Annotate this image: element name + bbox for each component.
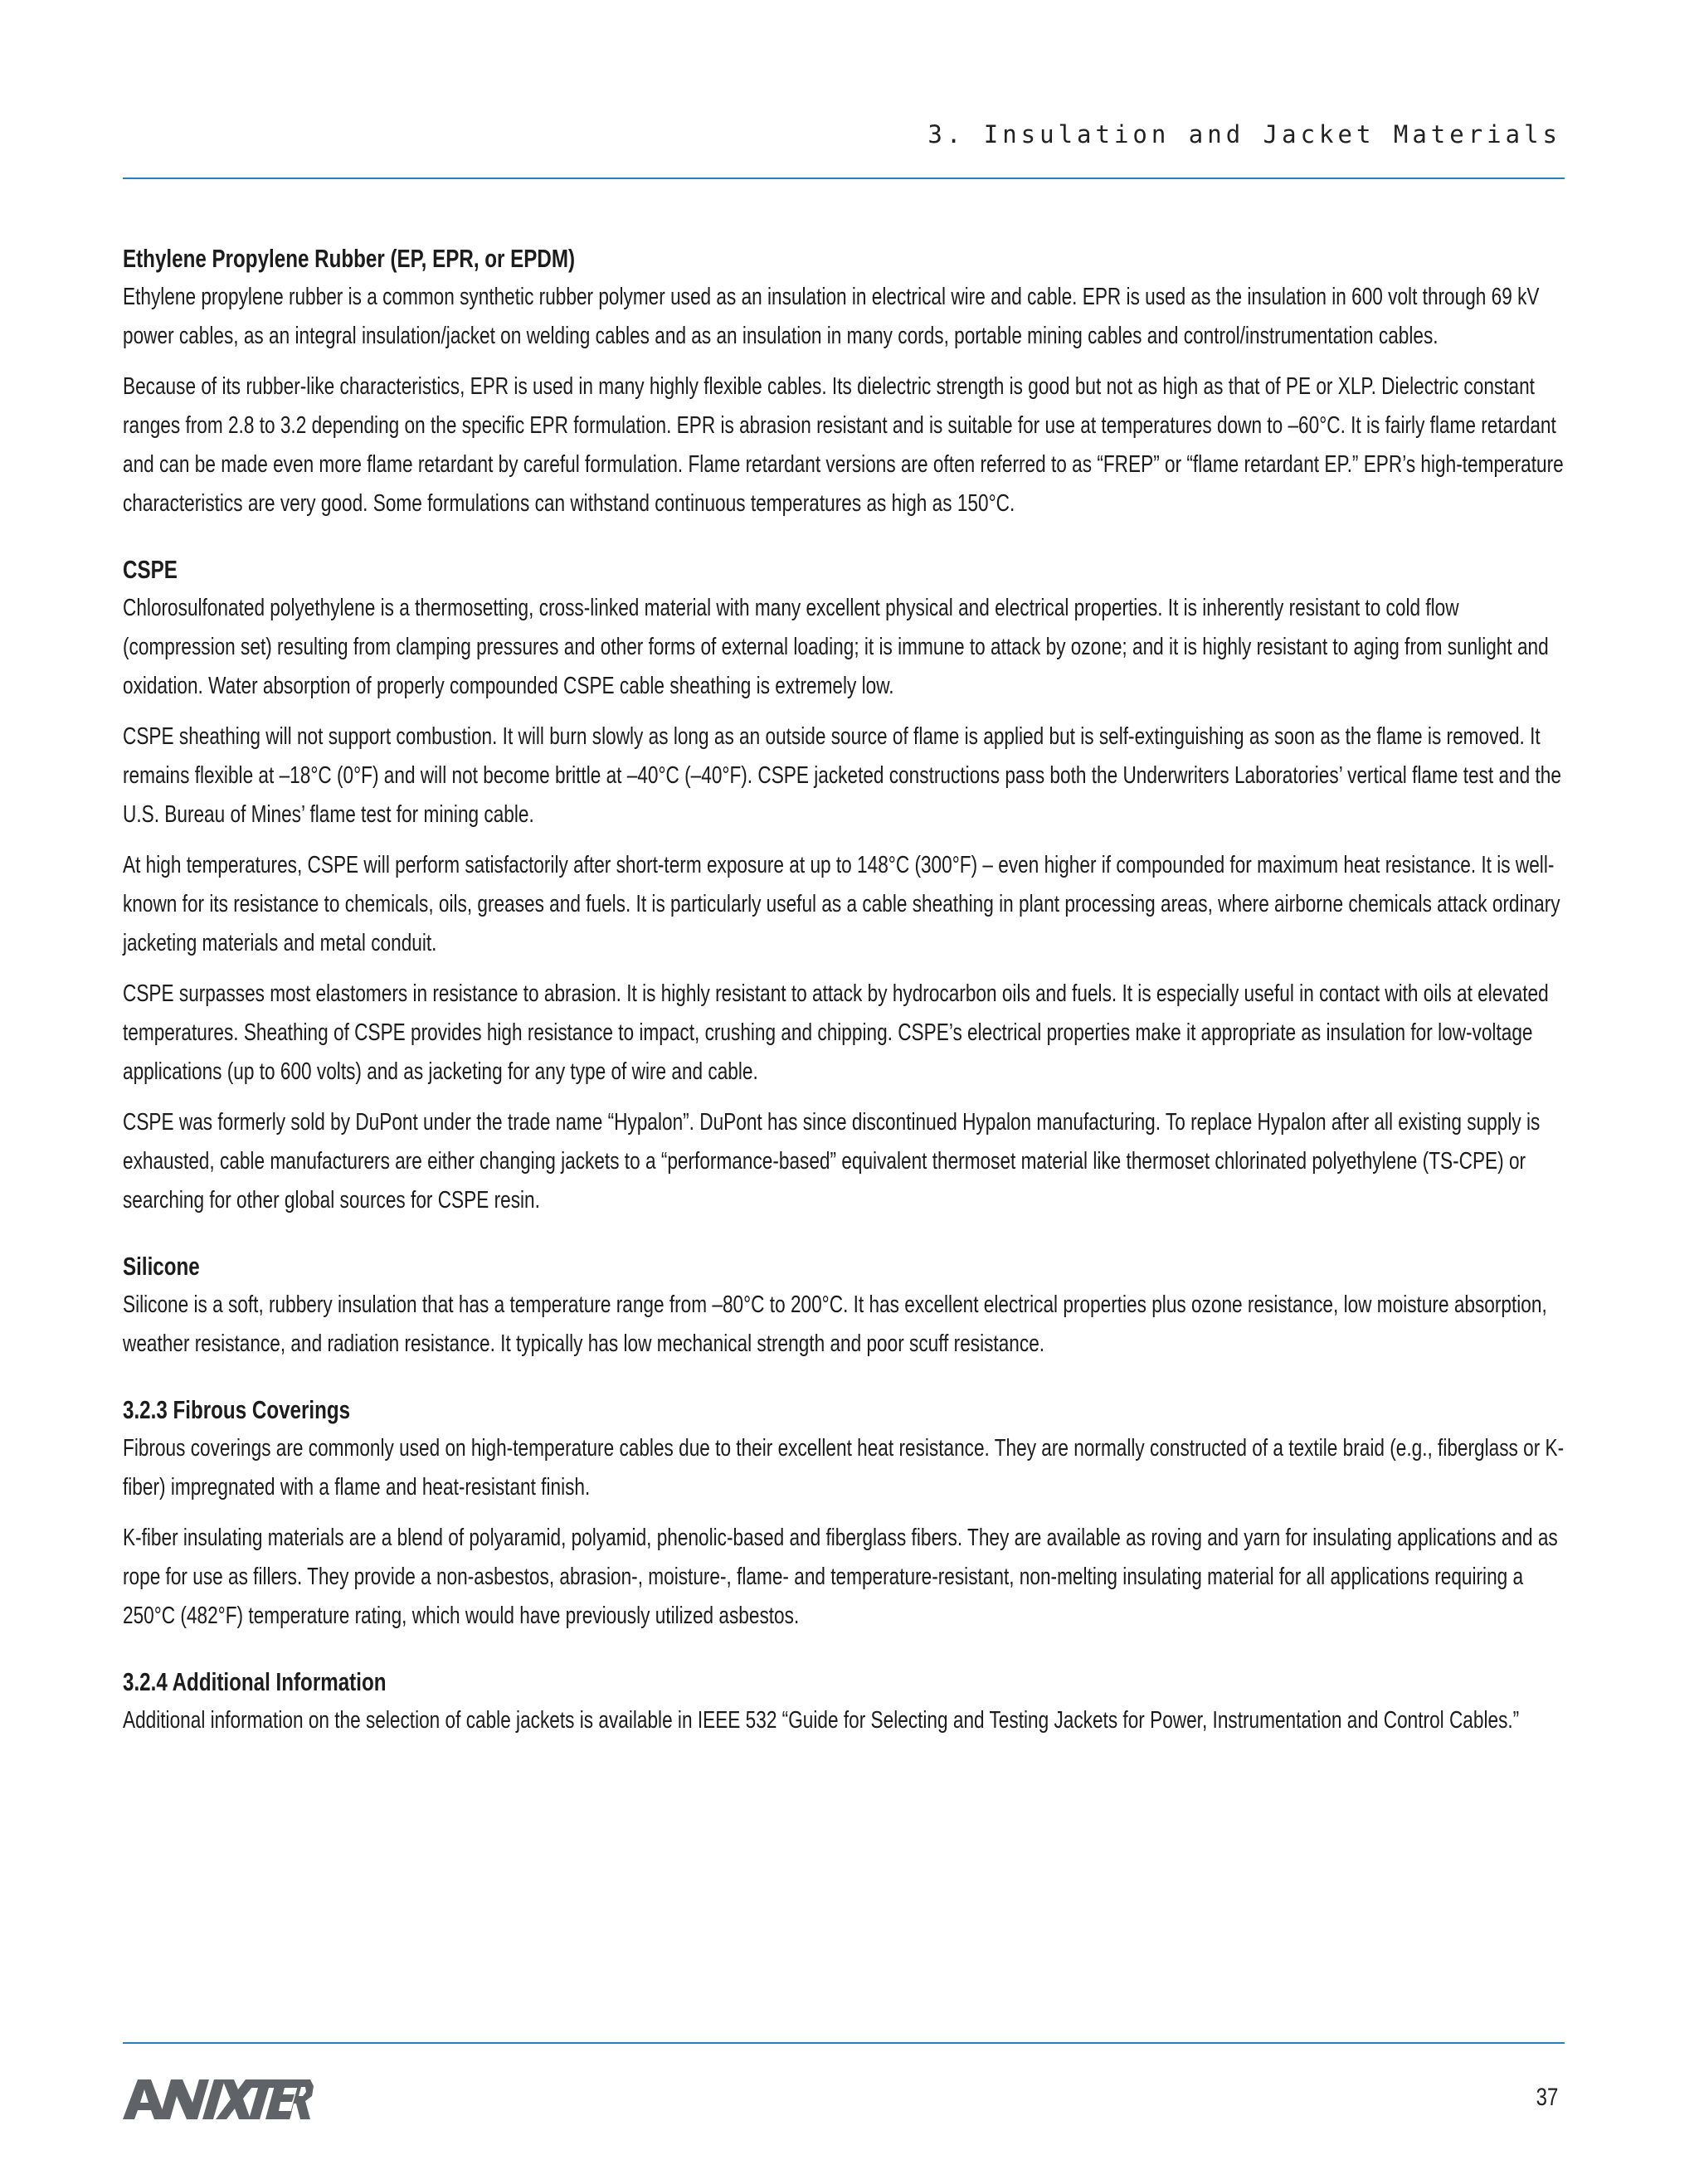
- paragraph: Because of its rubber-like characteristics, EPR is used in many highly flexible cables. Its dielectric strength is good but not as high as that of PE or XLP. Dielectric constant ranges from 2.8 to 3.2 depending on the specific EPR formulation. EPR is abrasion resistant and is suitable for use at temperatures down to –60°C. It is fairly flame retardant and can be made even more flame retardant by careful formulation. Flame retardant versions are often referred to as “FREP” or “flame retardant EP.” EPR’s high-temperature characteristics are very good. Some formulations can withstand continuous temperatures as high as 150°C.: [123, 373, 1564, 517]
- section-heading: 3.2.4 Additional Information: [123, 1667, 387, 1696]
- paragraph: K-fiber insulating materials are a blend of polyaramid, polyamid, phenolic-based and fiberglass fibers. They are available as roving and yarn for insulating applications and as rope for use as fillers. They provide a non-asbestos, abrasion-, moisture-, flame- and temperature-resistant, non-melting insulating material for all applications requiring a 250°C (482°F) temperature rating, which would have previously utilized asbestos.: [123, 1525, 1558, 1629]
- section-cspe: [123, 550, 1565, 1220]
- paragraph: Silicone is a soft, rubbery insulation that has a temperature range from –80°C to 200°C. It has excellent electrical properties plus ozone resistance, low moisture absorption, weather resistance, and radiation resistance. It typically has low mechanical strength and poor scuff resistance.: [123, 1291, 1547, 1357]
- paragraph: CSPE was formerly sold by DuPont under the trade name “Hypalon”. DuPont has since discontinued Hypalon manufacturing. To replace Hypalon after all existing supply is exhausted, cable manufacturers are either changing jackets to a “performance-based” equivalent thermoset material like thermoset chlorinated polyethylene (TS-CPE) or searching for other global sources for CSPE resin.: [123, 1109, 1541, 1214]
- paragraph: CSPE sheathing will not support combustion. It will burn slowly as long as an outside source of flame is applied but is self-extinguishing as soon as the flame is removed. It remains flexible at –18°C (0°F) and will not become brittle at –40°C (–40°F). CSPE jacketed constructions pass both the Underwriters Laboratories’ vertical flame test and the U.S. Bureau of Mines’ flame test for mining cable.: [123, 723, 1561, 828]
- page-number: 37: [1536, 2084, 1558, 2111]
- section-epr: [123, 239, 1565, 523]
- paragraph: Fibrous coverings are commonly used on high-temperature cables due to their excellent heat resistance. They are normally constructed of a textile braid (e.g., fiberglass or K-fiber) impregnated with a flame and heat-resistant finish.: [123, 1435, 1565, 1501]
- body-content: [123, 239, 1565, 1752]
- header-rule: [123, 178, 1565, 179]
- paragraph: At high temperatures, CSPE will perform satisfactorily after short-term exposure at up to 148°C (300°F) – even higher if compounded for maximum heat resistance. It is well-known for its resistance to chemicals, oils, greases and fuels. It is particularly useful as a cable sheathing in plant processing areas, where airborne chemicals attack ordinary jacketing materials and metal conduit.: [123, 852, 1560, 956]
- running-head: 3. Insulation and Jacket Materials: [927, 120, 1561, 148]
- paragraph: Ethylene propylene rubber is a common synthetic rubber polymer used as an insulation in electrical wire and cable. EPR is used as the insulation in 600 volt through 69 kV power cables, as an integral insulation/jacket on welding cables and as an insulation in many cords, portable mining cables and control/instrumentation cables.: [123, 284, 1540, 349]
- section-heading: 3.2.3 Fibrous Coverings: [123, 1395, 351, 1424]
- section-fibrous-coverings: [123, 1390, 1565, 1636]
- anixter-logo: [123, 2078, 314, 2121]
- section-additional-information: [123, 1662, 1565, 1740]
- section-heading: Ethylene Propylene Rubber (EP, EPR, or EPDM): [123, 244, 576, 273]
- paragraph: CSPE surpasses most elastomers in resistance to abrasion. It is highly resistant to attack by hydrocarbon oils and fuels. It is especially useful in contact with oils at elevated temperatures. Sheathing of CSPE provides high resistance to impact, crushing and chipping. CSPE’s electrical properties make it appropriate as insulation for low-voltage applications (up to 600 volts) and as jacketing for any type of wire and cable.: [123, 980, 1549, 1085]
- section-heading: Silicone: [123, 1252, 200, 1281]
- section-heading: CSPE: [123, 555, 178, 584]
- section-silicone: [123, 1247, 1565, 1364]
- paragraph: Additional information on the selection of cable jackets is available in IEEE 532 “Guide for Selecting and Testing Jackets for Power, Instrumentation and Control Cables.”: [123, 1707, 1520, 1734]
- paragraph: Chlorosulfonated polyethylene is a thermosetting, cross-linked material with many excellent physical and electrical properties. It is inherently resistant to cold flow (compression set) resulting from clamping pressures and other forms of external loading; it is immune to attack by ozone; and it is highly resistant to aging from sunlight and oxidation. Water absorption of properly compounded CSPE cable sheathing is extremely low.: [123, 595, 1549, 699]
- footer-rule: [123, 2042, 1565, 2044]
